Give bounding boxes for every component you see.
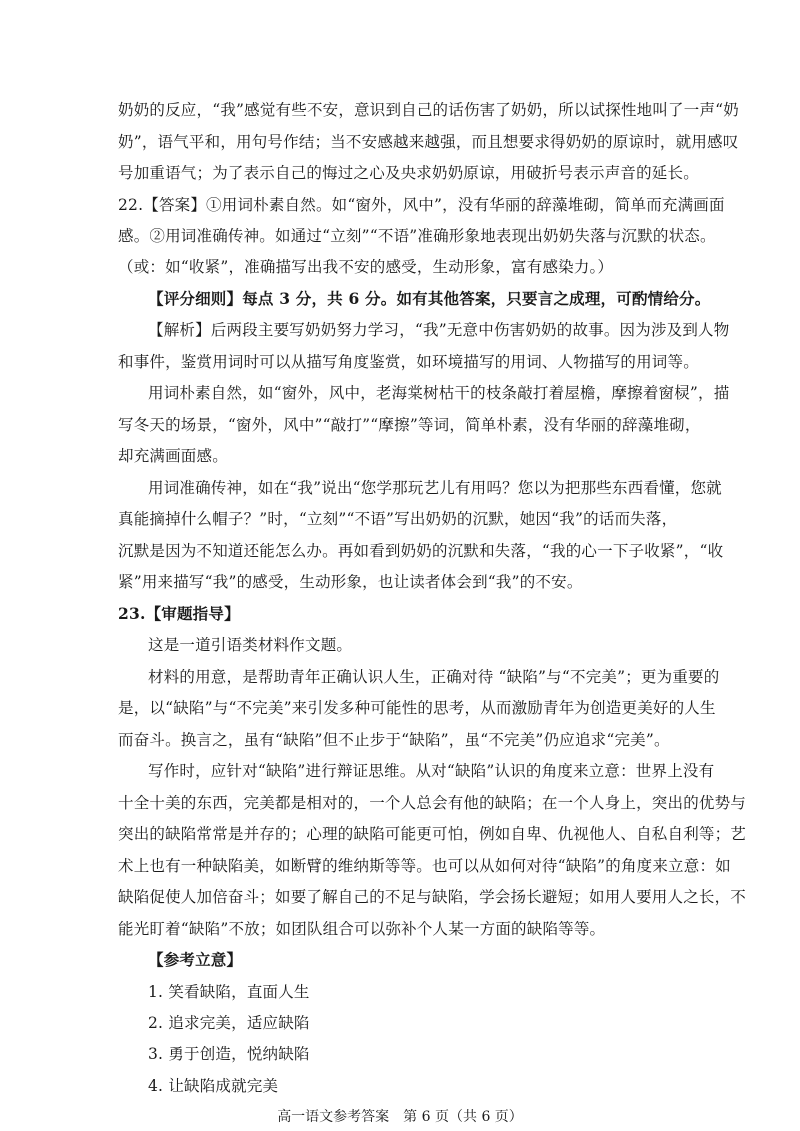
list-item: 1. 笑看缺陷，直面人生 (148, 983, 310, 1001)
text-line: 突出的缺陷常常是并存的；心理的缺陷可能更可怕，例如自卑、仇视他人、自私自利等；艺 (118, 825, 747, 843)
list-item: 4. 让缺陷成就完美 (148, 1077, 279, 1095)
list-item: 2. 追求完美，适应缺陷 (148, 1014, 310, 1032)
analysis-line: 【解析】后两段主要写奶奶努力学习，“我”无意中伤害奶奶的故事。因为涉及到人物 (148, 321, 730, 339)
q22-answer-line: 22.【答案】①用词朴素自然。如“窗外，风中”，没有华丽的辞藻堆砌，简单而充满画面 (118, 196, 725, 214)
text-line: 紧”用来描写“我”的感受，生动形象，也让读者体会到“我”的不安。 (118, 573, 583, 591)
text-line: 能光盯着“缺陷”不放；如团队组合可以弥补个人某一方面的缺陷等等。 (118, 920, 606, 938)
text-line: 号加重语气；为了表示自己的悔过之心及央求奶奶原谅，用破折号表示声音的延长。 (118, 164, 699, 182)
text-line: 术上也有一种缺陷美，如断臂的维纳斯等等。也可以从如何对待“缺陷”的角度来立意：如 (118, 857, 731, 875)
text-line: （或：如“收紧”，准确描写出我不安的感受，生动形象，富有感染力。） (118, 258, 614, 276)
text-line: 是，以“缺陷”与“不完美”来引发多种可能性的思考，从而激励青年为创造更美好的人生 (118, 699, 716, 717)
text-line: 十全十美的东西，完美都是相对的，一个人总会有他的缺陷；在一个人身上，突出的优势与 (118, 794, 747, 812)
text-line: 却充满画面感。 (118, 447, 228, 465)
text-line: 感。②用词准确传神。如通过“立刻”“不语”准确形象地表现出奶奶失落与沉默的状态。 (118, 227, 716, 245)
scoring-rule-line: 【评分细则】每点 3 分，共 6 分。如有其他答案，只要言之成理，可酌情给分。 (148, 289, 711, 308)
text-line: 材料的用意，是帮助青年正确认识人生，正确对待 “缺陷”与“不完美”；更为重要的 (148, 668, 720, 686)
list-item: 3. 勇于创造，悦纳缺陷 (148, 1045, 310, 1063)
q23-heading: 23.【审题指导】 (118, 604, 240, 623)
text-line: 和事件，鉴赏用词时可以从描写角度鉴赏，如环境描写的用词、人物描写的用词等。 (118, 353, 699, 371)
text-line: 用词朴素自然，如“窗外，风中，老海棠树枯干的枝条敲打着屋檐，摩擦着窗棂”，描 (148, 384, 730, 402)
reference-heading: 【参考立意】 (148, 950, 243, 969)
page-footer: 高一语文参考答案 第 6 页（共 6 页） (277, 1109, 523, 1125)
text-line: 这是一道引语类材料作文题。 (148, 636, 353, 654)
text-line: 真能摘掉什么帽子？”时，“立刻”“不语”写出奶奶的沉默，她因“我”的话而失落， (118, 510, 678, 528)
text-line: 而奋斗。换言之，虽有“缺陷”但不止步于“缺陷”，虽“不完美”仍应追求“完美”。 (118, 731, 670, 749)
text-line: 奶奶的反应，“我”感觉有些不安，意识到自己的话伤害了奶奶，所以试探性地叫了一声“奶 (118, 101, 739, 119)
text-line: 缺陷促使人加倍奋斗；如要了解自己的不足与缺陷，学会扬长避短；如用人要用人之长，不 (118, 888, 747, 906)
text-line: 用词准确传神，如在“我”说出“您学那玩艺儿有用吗？您以为把那些东西看懂，您就 (148, 479, 722, 497)
text-line: 沉默是因为不知道还能怎么办。再如看到奶奶的沉默和失落，“我的心一下子收紧”，“收 (118, 542, 724, 560)
text-line: 写冬天的场景，“窗外，风中”“敲打”“摩擦”等词，简单朴素，没有华丽的辞藻堆砌， (118, 416, 701, 434)
text-line: 奶”，语气平和，用句号作结；当不安感越来越强，而且想要求得奶奶的原谅时，就用感叹 (118, 133, 739, 151)
text-line: 写作时，应针对“缺陷”进行辩证思维。从对“缺陷”认识的角度来立意：世界上没有 (148, 762, 715, 780)
